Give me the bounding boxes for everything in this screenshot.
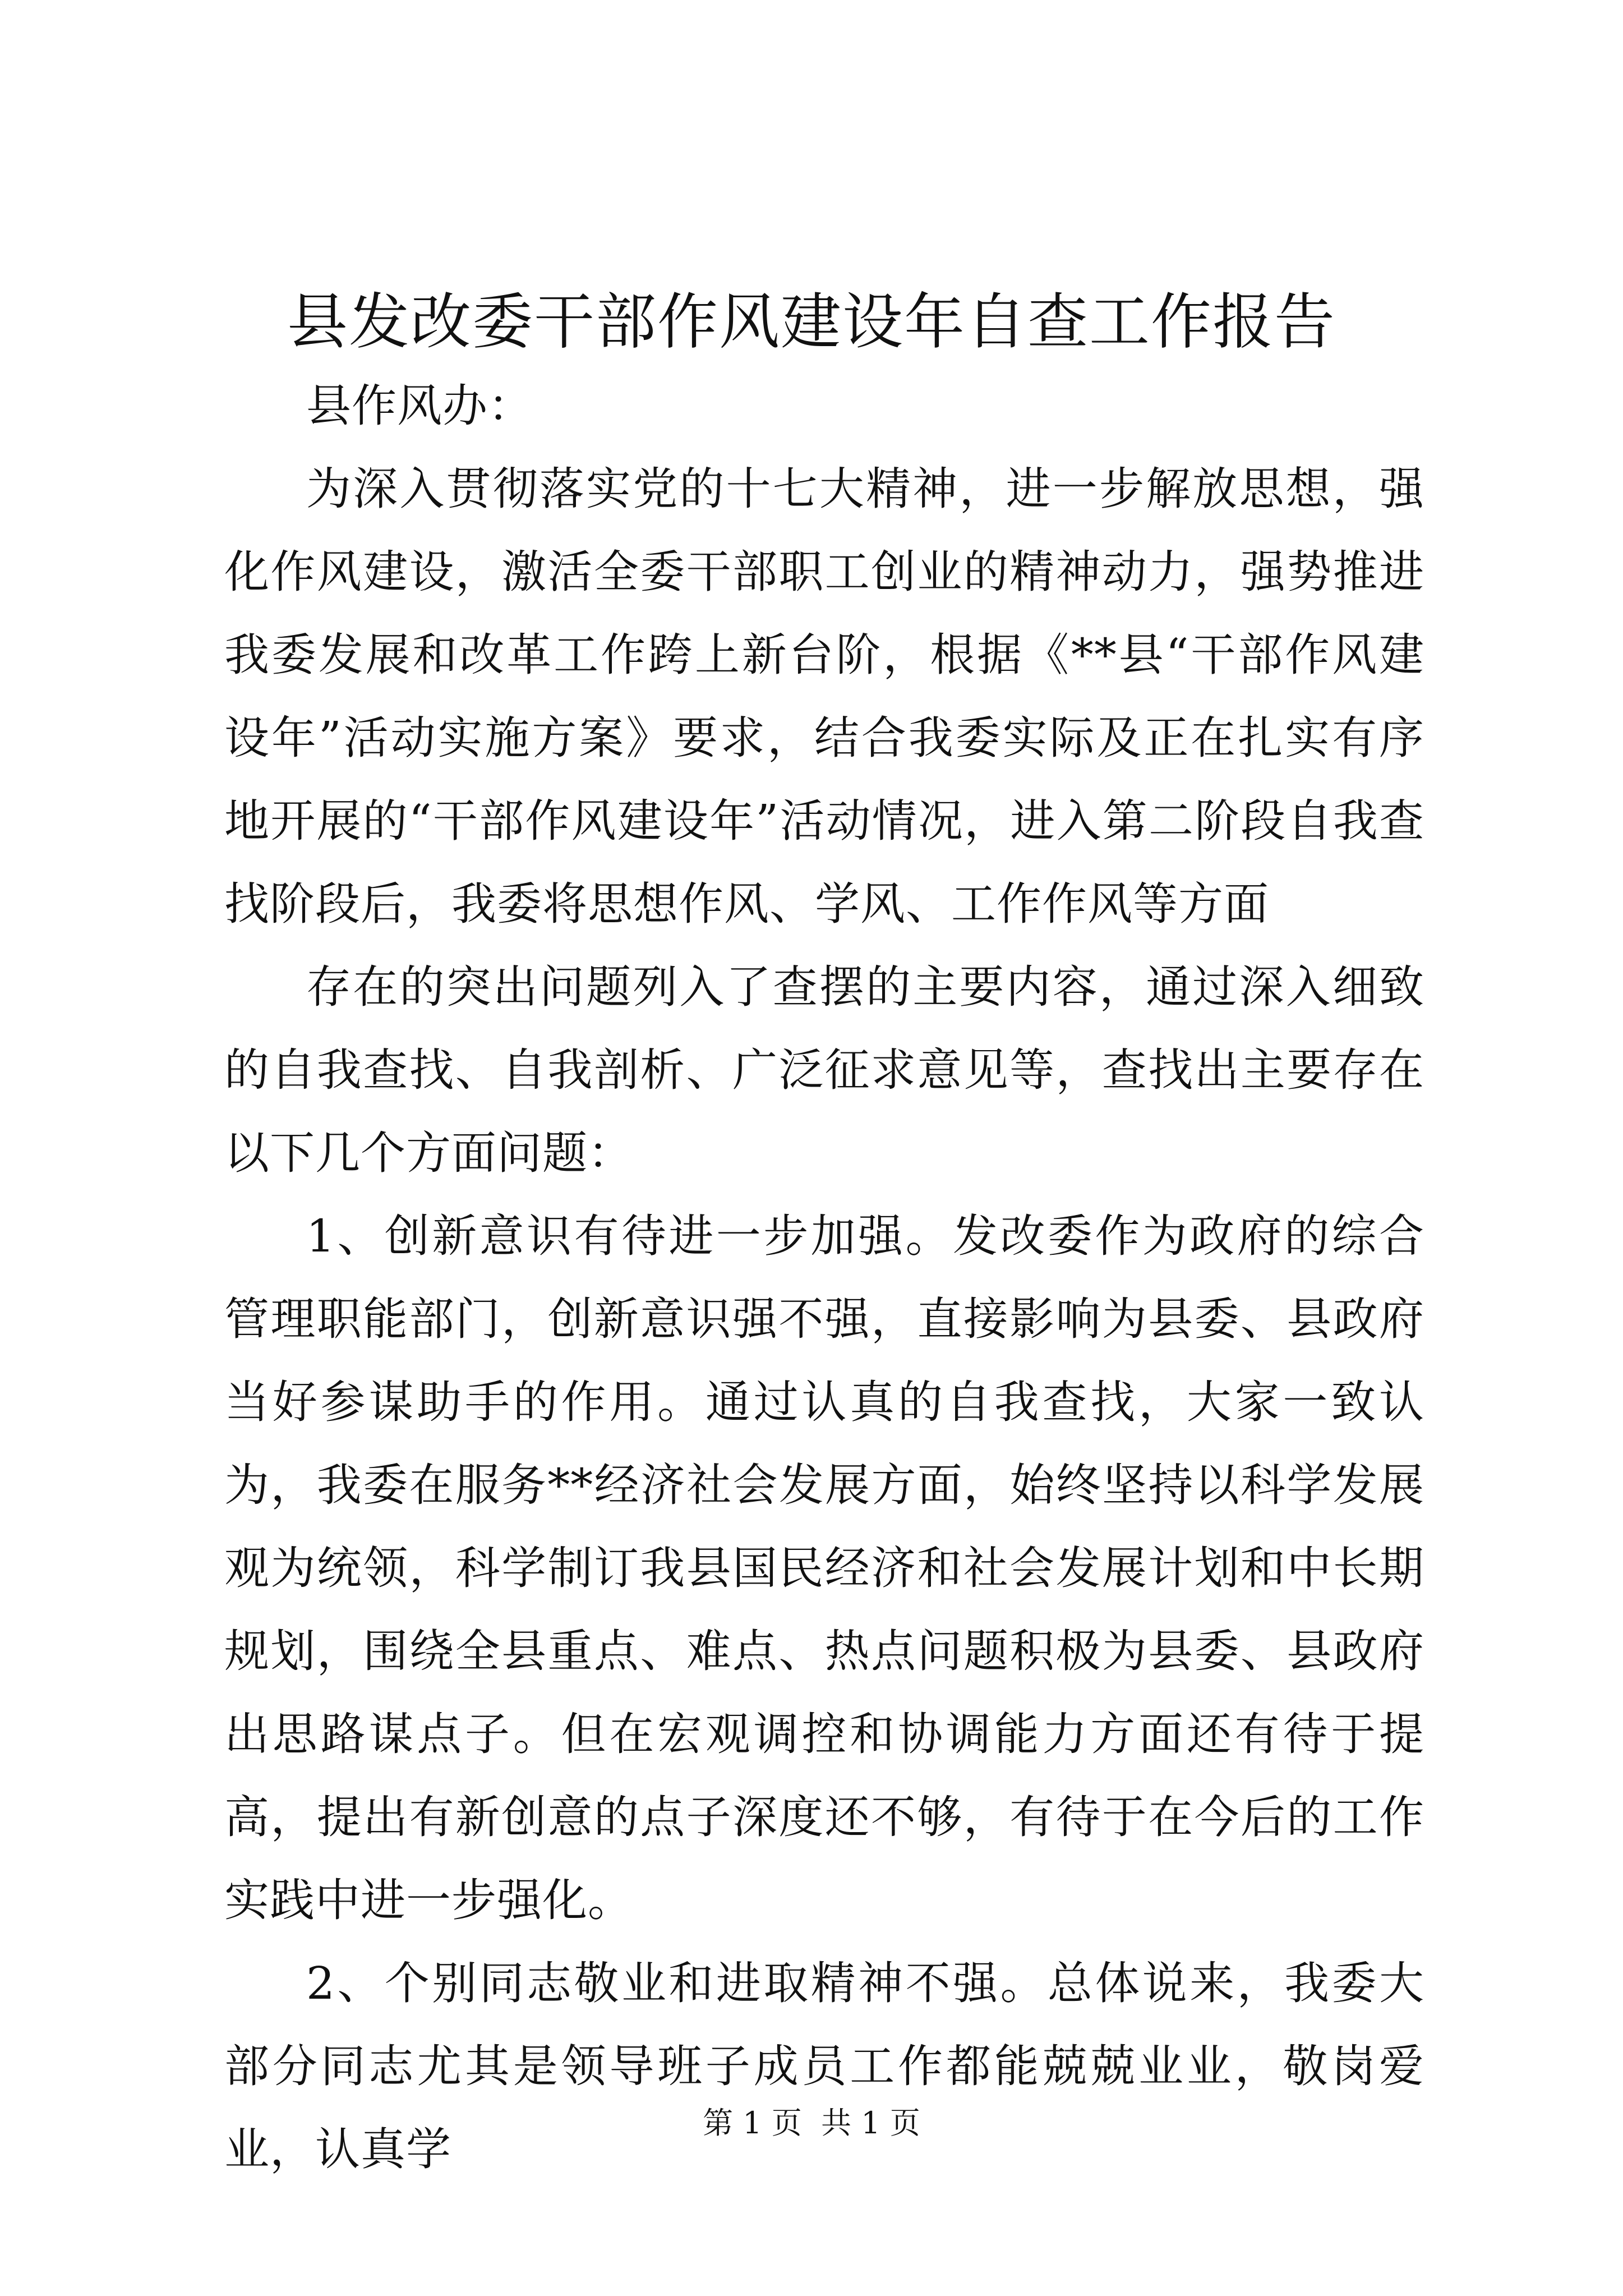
paragraph-item-2: 2、个别同志敬业和进取精神不强。总体说来，我委大部分同志尤其是领导班子成员工作都能兢兢业业，敬岗爱业，认真学 bbox=[224, 1957, 1424, 2175]
document-title: 县发改委干部作风建设年自查工作报告 bbox=[287, 287, 1336, 357]
paragraph-intro: 为深入贯彻落实党的十七大精神，进一步解放思想，强化作风建设，激活全委干部职工创业的精神动力，强势推进我委发展和改革工作跨上新台阶，根据《**县“干部作风建设年”活动实施方案》要求，结合我委实际及正在扎实有序地开展的“干部作风建设年”活动情况，进入第二阶段自我查找阶段后，我委将思想作风、学风、工作作风等方面 bbox=[224, 463, 1424, 930]
paragraph-item-1: 1、创新意识有待进一步加强。发改委作为政府的综合管理职能部门，创新意识强不强，直接影响为县委、县政府当好参谋助手的作用。通过认真的自我查找，大家一致认为，我委在服务**经济社会发展方面，始终坚持以科学发展观为统领，科学制订我县国民经济和社会发展计划和中长期规划，围绕全县重点、难点、热点问题积极为县委、县政府出思路谋点子。但在宏观调控和协调能力方面还有待于提高，提出有新创意的点子深度还不够，有待于在今后的工作实践中进一步强化。 bbox=[224, 1210, 1424, 1926]
page-number: 第 1 页 共 1 页 bbox=[703, 2105, 920, 2141]
paragraph-problems: 存在的突出问题列入了查摆的主要内容，通过深入细致的自我查找、自我剖析、广泛征求意见等，查找出主要存在以下几个方面问题： bbox=[224, 961, 1424, 1179]
salutation: 县作风办： bbox=[306, 380, 533, 432]
document-body bbox=[224, 365, 1424, 2191]
page-footer bbox=[0, 2101, 1623, 2146]
